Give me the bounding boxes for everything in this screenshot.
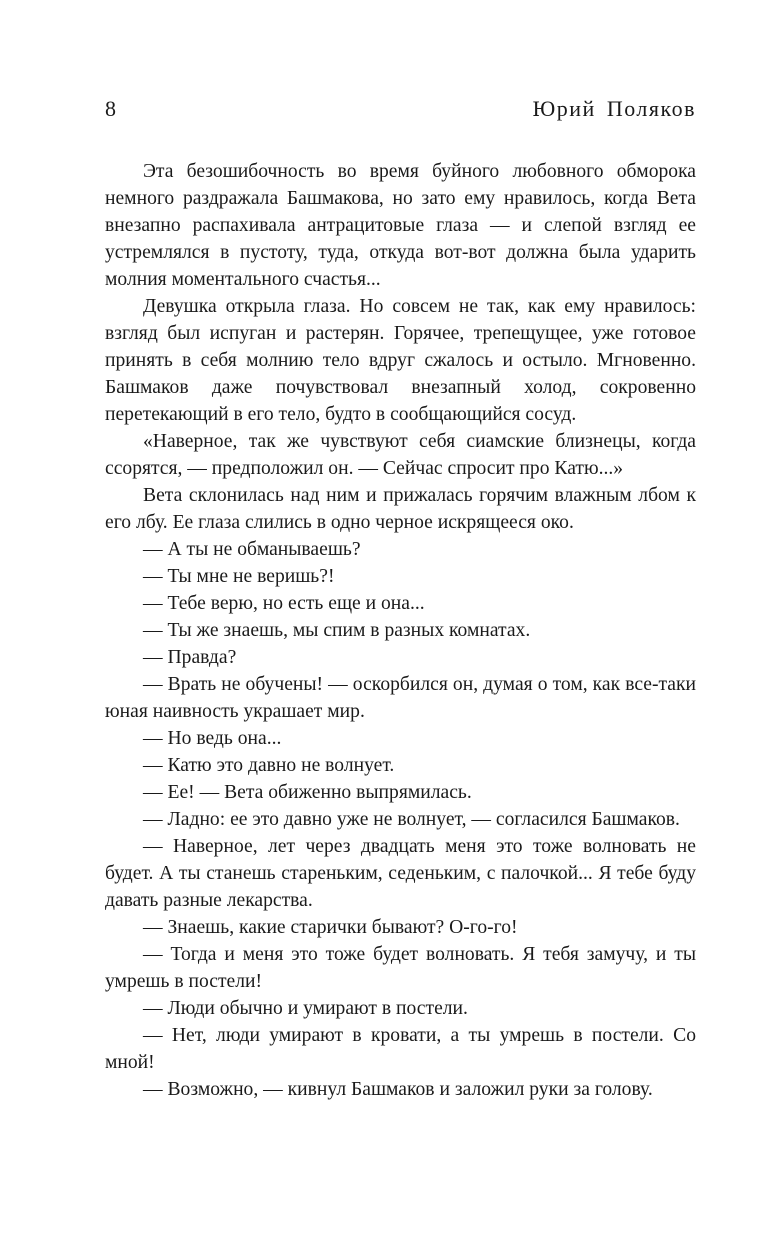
dialogue-line: — Ты мне не веришь?!: [143, 566, 335, 587]
dialogue-line: — Тогда и меня это тоже будет волновать. Я тебя замучу, и ты умрешь в постели!: [105, 944, 696, 992]
dialogue-line: — Ладно: ее это давно уже не волнует, — согласился Башмаков.: [143, 809, 680, 830]
dialogue-line: — Ты же знаешь, мы спим в разных комнатах.: [143, 620, 531, 641]
dialogue-line: — Но ведь она...: [143, 728, 282, 749]
page-header: [105, 96, 696, 126]
dialogue-line: — Катю это давно не волнует.: [143, 755, 395, 776]
paragraph: «Наверное, так же чувствуют себя сиамские близнецы, когда ссорятся, — предположил он. — Сейчас спросит про Катю...»: [105, 431, 696, 479]
running-header-author: Юрий Поляков: [532, 96, 696, 121]
dialogue-line: — Врать не обучены! — оскорбился он, думая о том, как все-таки юная наивность украшает мир.: [105, 674, 696, 722]
paragraph: Вета склонилась над ним и прижалась горячим влажным лбом к его лбу. Ее глаза слились в одно черное искрящееся око.: [105, 485, 696, 533]
paragraph: Девушка открыла глаза. Но совсем не так, как ему нравилось: взгляд был испуган и растерян. Горячее, трепещущее, уже готовое принять в себя молнию тело вдруг сжалось и остыло. Мгновенно. Башмаков даже почувствовал внезапный холод, сокровенно перетекающий в его тело, будто в сообщающийся сосуд.: [105, 296, 696, 425]
dialogue-line: — Наверное, лет через двадцать меня это тоже волновать не будет. А ты станешь стареньким, седеньким, с палочкой... Я тебе буду давать разные лекарства.: [105, 836, 696, 911]
body-text: [105, 158, 696, 1103]
dialogue-line: — Тебе верю, но есть еще и она...: [143, 593, 425, 614]
dialogue-line: — Знаешь, какие старички бывают? О-го-го!: [143, 917, 518, 938]
dialogue-line: — Правда?: [143, 647, 237, 668]
dialogue-line: — Возможно, — кивнул Башмаков и заложил руки за голову.: [143, 1079, 653, 1100]
dialogue-line: — Нет, люди умирают в кровати, а ты умрешь в постели. Со мной!: [105, 1025, 696, 1073]
paragraph: Эта безошибочность во время буйного любовного обморока немного раздражала Башмакова, но зато ему нравилось, когда Вета внезапно распахивала антрацитовые глаза — и слепой взгляд ее устремлялся в пустоту, туда, откуда вот-вот должна была ударить молния моментального счастья...: [105, 161, 696, 290]
dialogue-line: — А ты не обманываешь?: [143, 539, 361, 560]
dialogue-line: — Ее! — Вета обиженно выпрямилась.: [143, 782, 472, 803]
dialogue-line: — Люди обычно и умирают в постели.: [143, 998, 468, 1019]
page-number: 8: [105, 96, 116, 121]
